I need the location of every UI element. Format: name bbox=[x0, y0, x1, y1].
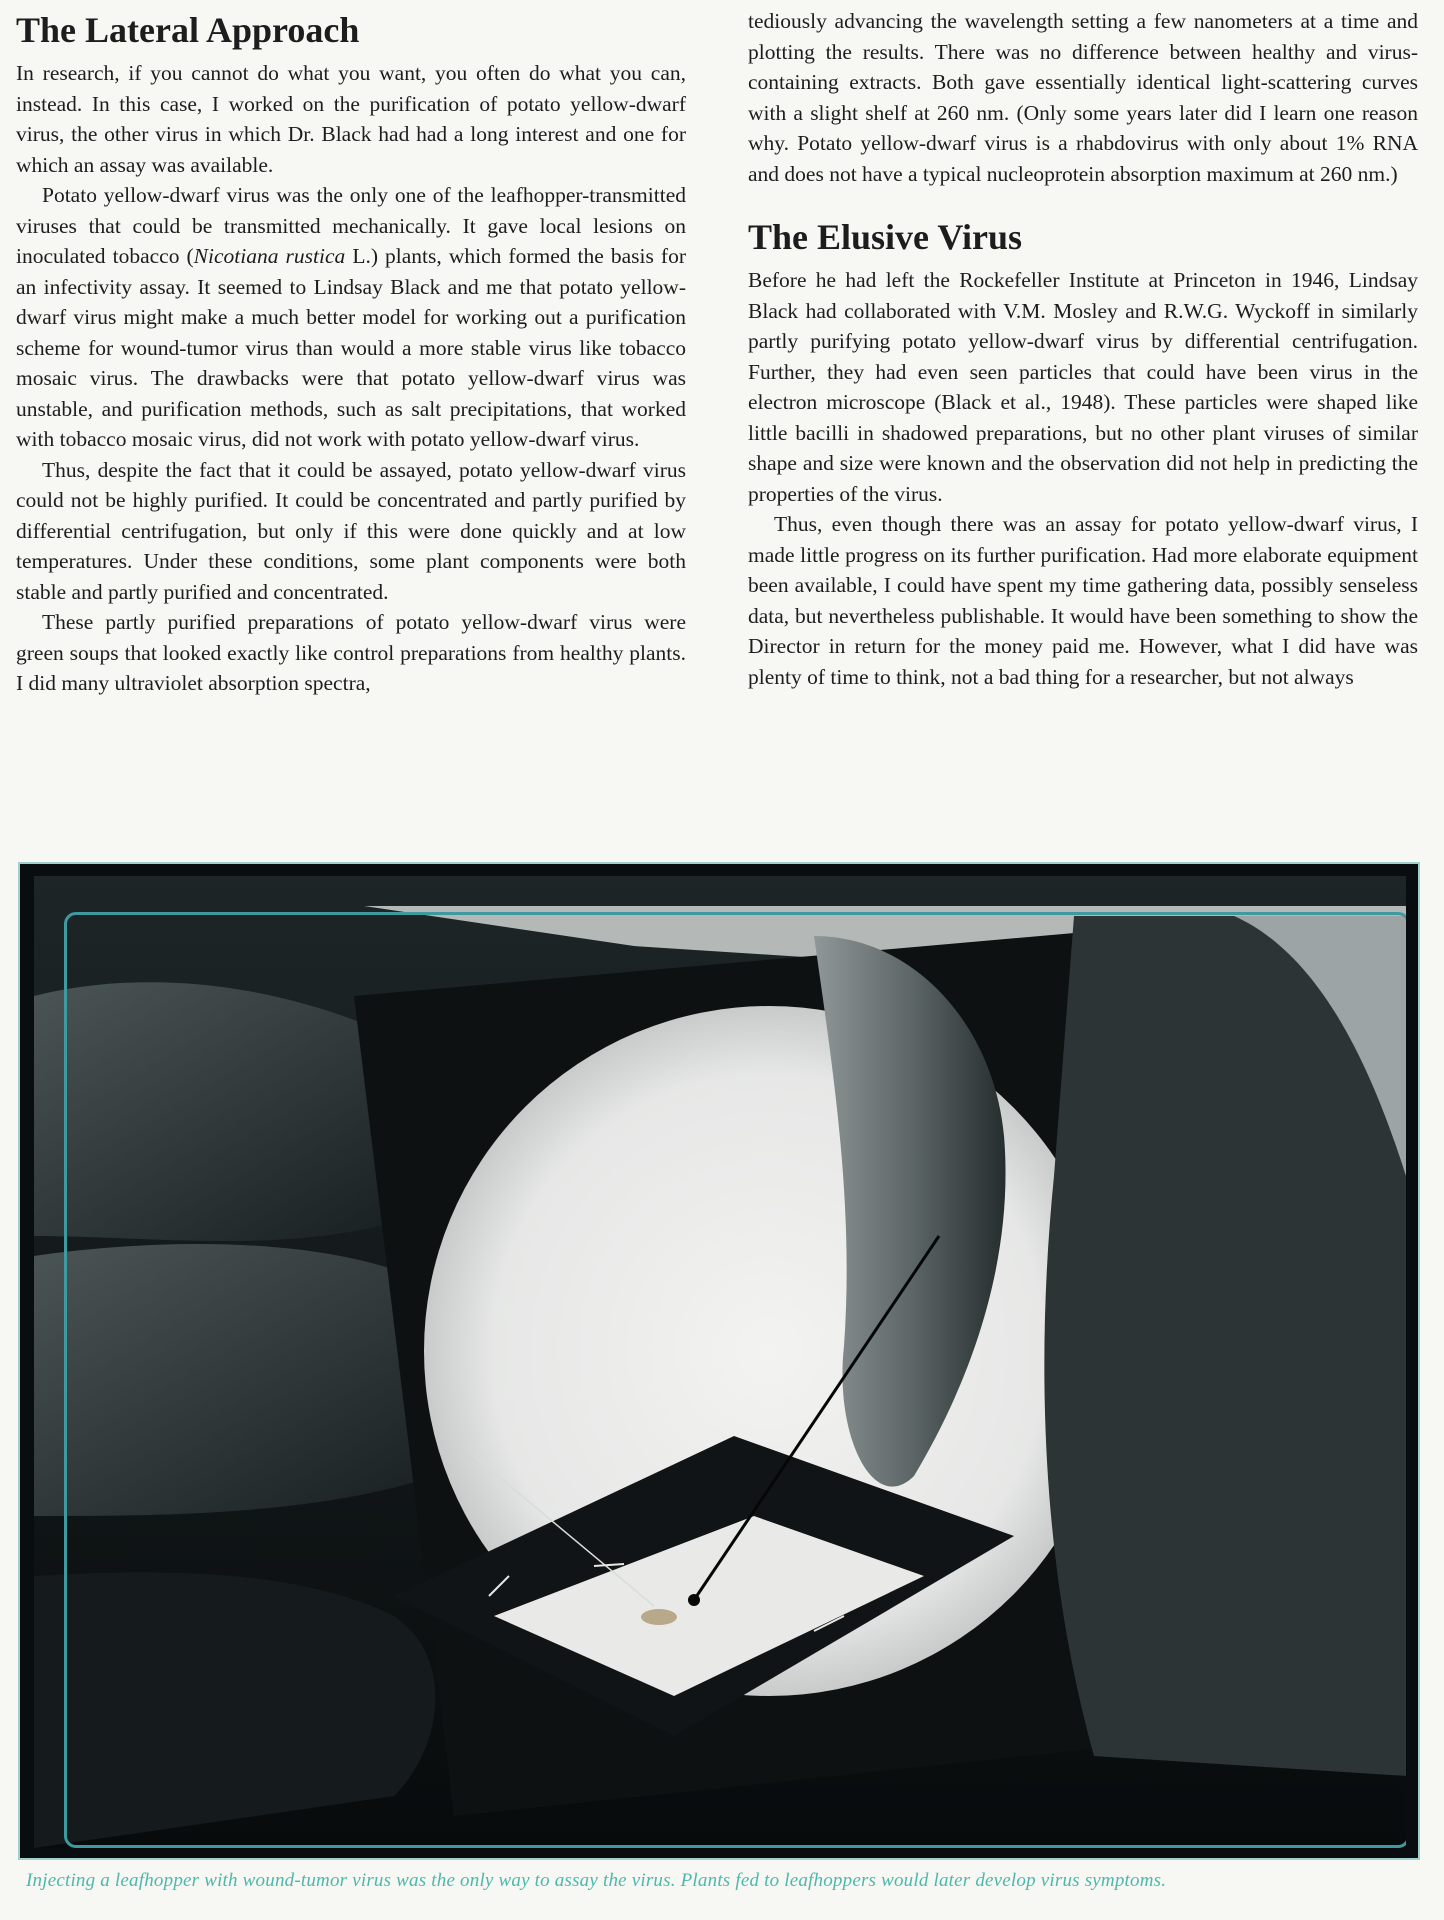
paragraph-1: In research, if you cannot do what you want, you often do what you can, instead. In this case, I worked on the purification of potato yellow-dwarf virus, the other virus in which Dr. Black had had a long interest and one for which an assay was available. bbox=[16, 61, 686, 177]
section-heading-lateral-approach: The Lateral Approach bbox=[16, 10, 360, 50]
right-column bbox=[748, 0, 1418, 692]
photo-leafhopper-injection bbox=[34, 876, 1406, 1848]
figure-frame bbox=[18, 862, 1420, 1860]
paragraph-4: These partly purified preparations of potato yellow-dwarf virus were green soups that looked exactly like control preparations from healthy plants. I did many ultraviolet absorption spectra, bbox=[16, 610, 686, 695]
left-column bbox=[16, 0, 686, 699]
paragraph-2: Potato yellow-dwarf virus was the only one of the leafhopper-transmitted viruses that could be transmitted mechanically. It gave local lesions on inoculated tobacco (Nicotiana rustica L.) plants, which formed the basis for an infectivity assay. It seemed to Lindsay Black and me that potato yellow-dwarf virus might make a much better model for working out a purification scheme for wound-tumor virus than would a more stable virus like tobacco mosaic virus. The drawbacks were that potato yellow-dwarf virus was unstable, and purification methods, such as salt precipitations, that worked with tobacco mosaic virus, did not work with potato yellow-dwarf virus. bbox=[16, 183, 687, 451]
paragraph-continued: tediously advancing the wavelength setting a few nanometers at a time and plotting the results. There was no difference between healthy and virus-containing extracts. Both gave essentially identical light-scattering curves with a slight shelf at 260 nm. (Only some years later did I learn one reason why. Potato yellow-dwarf virus is a rhabdovirus with only about 1% RNA and does not have a typical nucleoprotein absorption maximum at 260 nm.) bbox=[748, 9, 1418, 186]
paragraph-5: Before he had left the Rockefeller Institute at Princeton in 1946, Lindsay Black had collaborated with V.M. Mosley and R.W.G. Wyckoff in similarly partly purifying potato yellow-dwarf virus by differential centrifugation. Further, they had even seen particles that could have been virus in the electron microscope (Black et al., 1948). These particles were shaped like little bacilli in shadowed preparations, but no other plant viruses of similar shape and size were known and the observation did not help in predicting the properties of the virus. bbox=[748, 268, 1418, 506]
paragraph-3: Thus, despite the fact that it could be assayed, potato yellow-dwarf virus could not be highly purified. It could be concentrated and partly purified by differential centrifugation, but only if this were done quickly and at low temperatures. Under these conditions, some plant components were both stable and partly purified and concentrated. bbox=[16, 457, 686, 604]
figure-caption: Injecting a leafhopper with wound-tumor virus was the only way to assay the virus. Plants fed to leafhoppers would later develop virus symptoms. bbox=[26, 1870, 1167, 1891]
paragraph-6: Thus, even though there was an assay for potato yellow-dwarf virus, I made little progress on its further purification. Had more elaborate equipment been available, I could have spent my time gathering data, possibly senseless data, but nevertheless publishable. It would have been something to show the Director in return for the money paid me. However, what I did have was plenty of time to think, not a bad thing for a researcher, but not always bbox=[748, 512, 1418, 689]
section-heading-elusive-virus: The Elusive Virus bbox=[748, 217, 1023, 257]
